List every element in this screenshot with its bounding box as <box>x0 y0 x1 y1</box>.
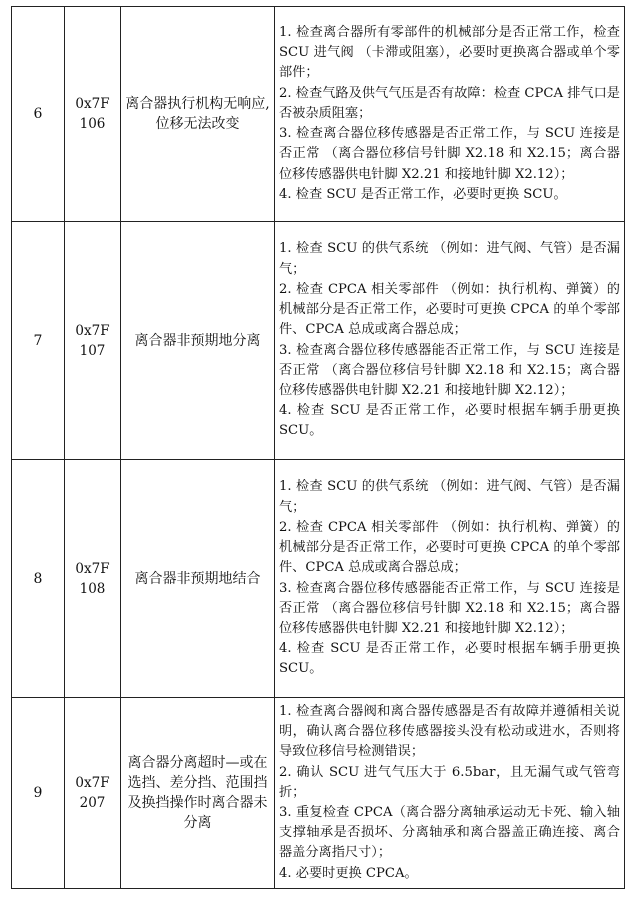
step-item: 2. 确认 SCU 进气气压大于 6.5bar，且无漏气或气管弯折； <box>279 764 620 800</box>
fault-code-prefix: 0x7F <box>75 322 110 339</box>
fault-code <box>65 222 121 460</box>
step-item: 4. 检查 SCU 是否正常工作，必要时根据车辆手册更换 SCU。 <box>279 641 620 677</box>
table-row <box>12 698 625 889</box>
fault-code-prefix: 0x7F <box>75 96 110 112</box>
step-item: 2. 检查 CPCA 相关零部件 （例如：执行机构、弹簧）的机械部分是否正常工作，必要时可更换 CPCA 的单个零部件、CPCA 总成或离合器总成； <box>279 281 620 338</box>
fault-code-number: 108 <box>79 580 106 597</box>
row-index: 6 <box>12 7 65 222</box>
step-item: 3. 检查离合器位移传感器是否正常工作，与 SCU 连接是否正常 （离合器位移信号针脚 X2.18 和 X2.15；离合器位移传感器供电针脚 X2.21 和接地针脚 X2.12）； <box>279 126 620 182</box>
step-item: 2. 检查 CPCA 相关零部件 （例如：执行机构、弹簧）的机械部分是否正常工作，必要时可更换 CPCA 的单个零部件、CPCA 总成或离合器总成； <box>279 519 620 576</box>
step-item: 1. 检查 SCU 的供气系统 （例如：进气阀、气管）是否漏气； <box>279 479 620 515</box>
fault-code <box>65 7 121 222</box>
row-index: 8 <box>12 460 65 698</box>
fault-code-number: 106 <box>79 116 106 132</box>
fault-code <box>65 460 121 698</box>
fault-description: 离合器分离超时—或在选挡、差分挡、范围挡及换挡操作时离合器未分离 <box>121 698 275 889</box>
step-item: 1. 检查离合器所有零部件的机械部分是否正常工作，检查 SCU 进气阀 （卡滞或阻塞），必要时更换离合器或单个零部件； <box>279 25 620 81</box>
table-row <box>12 460 625 698</box>
fault-description: 离合器非预期地结合 <box>121 460 275 698</box>
step-item: 3. 重复检查 CPCA（离合器分离轴承运动无卡死、输入轴支撑轴承是否损坏、分离轴承和离合器盖正确连接、离合器盖分离指尺寸）； <box>279 805 620 861</box>
fault-code <box>65 698 121 889</box>
step-item: 2. 检查气路及供气气压是否有故障：检查 CPCA 排气口是否被杂质阻塞； <box>279 85 620 121</box>
troubleshooting-steps <box>275 698 625 889</box>
troubleshooting-steps <box>275 222 625 460</box>
step-item: 4. 检查 SCU 是否正常工作，必要时更换 SCU。 <box>279 186 567 202</box>
step-item: 1. 检查离合器阀和离合器传感器是否有故障并遵循相关说明，确认离合器位移传感器接头没有松动或进水，否则将导致位移信号检测错误； <box>279 704 620 760</box>
step-item: 3. 检查离合器位移传感器能否正常工作，与 SCU 连接是否正常 （离合器位移信号针脚 X2.18 和 X2.15；离合器位移传感器供电针脚 X2.21 和接地针脚 X2.12）； <box>279 342 620 398</box>
troubleshooting-steps <box>275 460 625 698</box>
fault-code-number: 207 <box>79 794 106 811</box>
troubleshooting-steps <box>275 7 625 222</box>
step-item: 1. 检查 SCU 的供气系统 （例如：进气阀、气管）是否漏气； <box>279 241 620 277</box>
table-row <box>12 222 625 460</box>
fault-description: 离合器执行机构无响应,位移无法改变 <box>121 7 275 222</box>
step-item: 3. 检查离合器位移传感器能否正常工作，与 SCU 连接是否正常 （离合器位移信号针脚 X2.18 和 X2.15；离合器位移传感器供电针脚 X2.21 和接地针脚 X2.12）； <box>279 580 620 636</box>
row-index: 7 <box>12 222 65 460</box>
row-index: 9 <box>12 698 65 889</box>
fault-code-table <box>11 6 625 889</box>
step-item: 4. 必要时更换 CPCA。 <box>279 865 418 881</box>
fault-code-prefix: 0x7F <box>75 560 110 577</box>
fault-code-prefix: 0x7F <box>75 774 110 791</box>
fault-description: 离合器非预期地分离 <box>121 222 275 460</box>
fault-code-number: 107 <box>79 342 106 359</box>
table-row <box>12 7 625 222</box>
step-item: 4. 检查 SCU 是否正常工作，必要时根据车辆手册更换 SCU。 <box>279 403 620 439</box>
